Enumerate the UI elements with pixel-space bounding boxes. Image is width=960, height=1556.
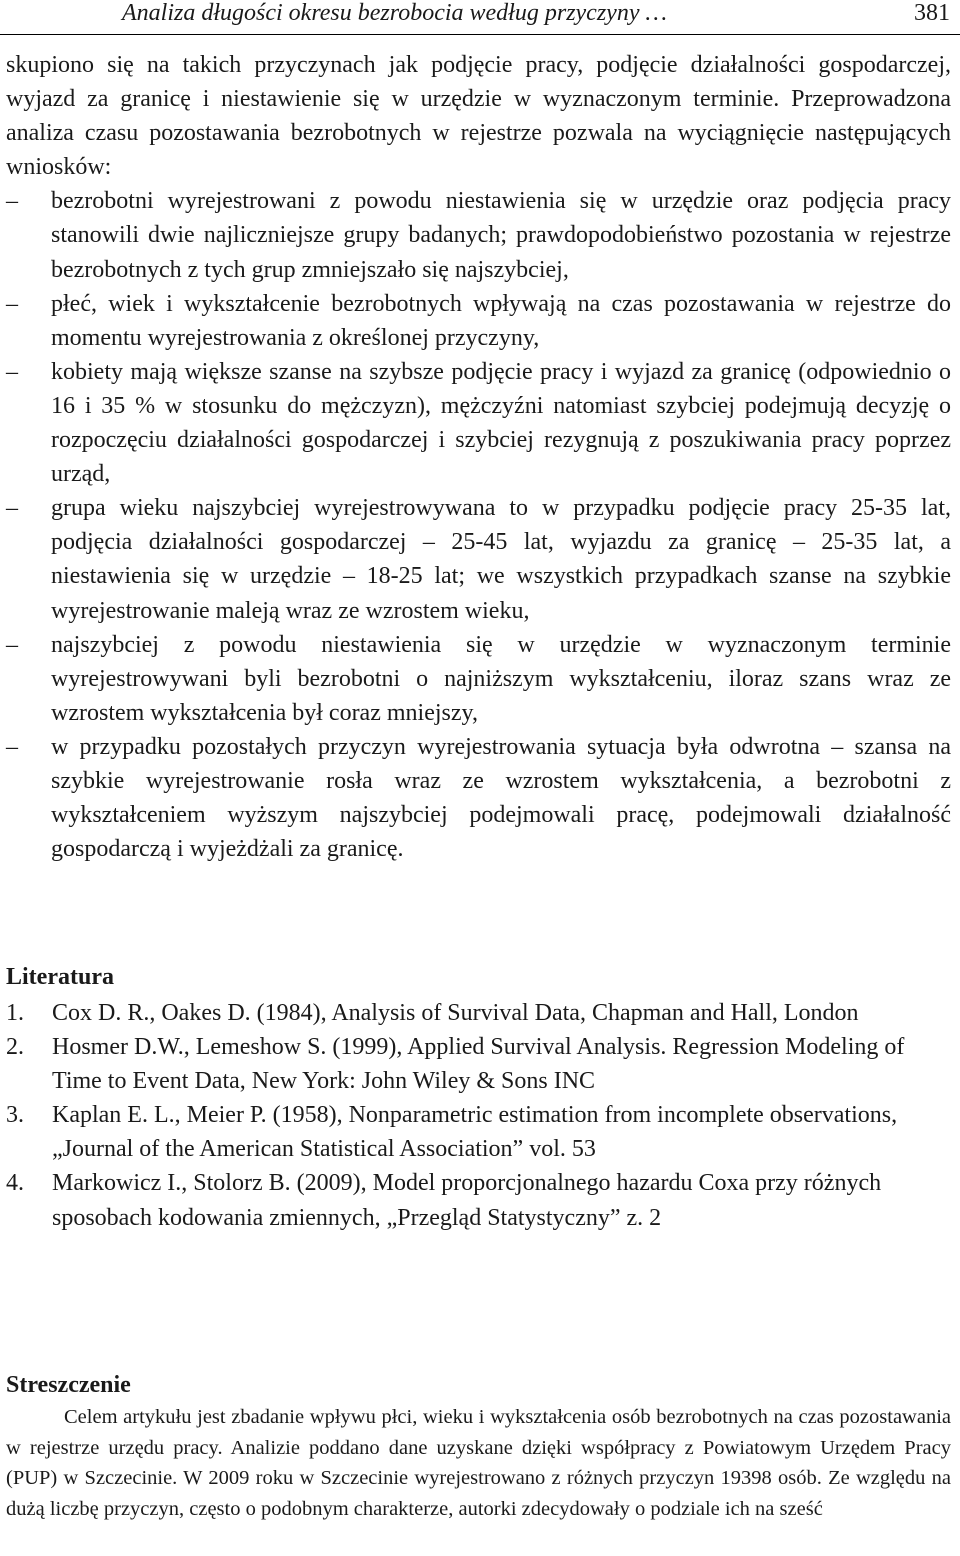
reference-text: Kaplan E. L., Meier P. (1958), Nonparametric estimation from incomplete observations, „Journal of the American Statistical Association” vol. 53 xyxy=(52,1102,898,1163)
conclusions-section xyxy=(6,48,951,866)
conclusion-text: bezrobotni wyrejestrowani z powodu niestawienia się w urzędzie oraz podjęcia pracy stanowili dwie najliczniejsze grupy badanych; prawdopodobieństwo pozostania w rejestrze bezrobotnych z tych grup zmniejszało się najszybciej, xyxy=(51,188,951,283)
conclusion-text: płeć, wiek i wykształcenie bezrobotnych wpływają na czas pozostawania w rejestrze do momentu wyrejestrowania z określonej przyczyny, xyxy=(51,290,951,351)
conclusion-text: grupa wieku najszybciej wyrejestrowywana to w przypadku podjęcie pracy 25-35 lat, podjęcia działalności gospodarczej – 25-45 lat, wyjazdu za granicę – 25-35 lat, a niestawienia się w urzędzie – 18-25 lat; we wszystkich przypadkach szanse na szybkie wyrejestrowanie maleją wraz ze wzrostem wieku, xyxy=(51,495,951,624)
conclusions-list xyxy=(6,184,951,866)
dash-marker: – xyxy=(6,631,18,658)
intro-paragraph: skupiono się na takich przyczynach jak podjęcie pracy, podjęcie działalności gospodarczej, wyjazd za granicę i niestawienie się w urzędzie w wyznaczonym terminie. Przeprowadzona analiza czasu pozostawania bezrobotnych w rejestrze pozwala na wyciągnięcie następujących wniosków: xyxy=(6,52,951,181)
literature-heading: Literatura xyxy=(6,964,114,990)
dash-marker: – xyxy=(6,358,18,385)
conclusion-item xyxy=(6,730,951,866)
conclusion-text: w przypadku pozostałych przyczyn wyrejestrowania sytuacja była odwrotna – szansa na szybkie wyrejestrowanie rosła wraz ze wzrostem wykształcenia, a bezrobotni z wykształceniem wyższym najszybciej podejmowali pracę, podejmowali działalność gospodarczą i wyjeżdżali za granicę. xyxy=(51,733,951,863)
reference-number: 2. xyxy=(6,1034,24,1061)
abstract-text: Celem artykułu jest zbadanie wpływu płci, wieku i wykształcenia osób bezrobotnych na czas pozostawania w rejestrze urzędu pracy. Analizie poddano dane uzyskane dzięki współpracy z Powiatowym Urzędem Pracy (PUP) w Szczecinie. W 2009 roku w Szczecinie wyrejestrowano z różnych przyczyn 19398 osób. Ze względu na dużą liczbę przyczyn, często o podobnym charakterze, autorki zdecydowały o podziale ich na sześć xyxy=(6,1406,951,1520)
conclusion-item xyxy=(6,355,951,491)
reference-item xyxy=(6,1030,951,1098)
dash-marker: – xyxy=(6,290,18,317)
reference-number: 4. xyxy=(6,1170,24,1197)
reference-item xyxy=(6,1098,951,1166)
dash-marker: – xyxy=(6,495,18,522)
conclusion-text: kobiety mają większe szanse na szybsze podjęcie pracy i wyjazd za granicę (odpowiednio o 16 i 35 % w stosunku do mężczyzn), mężczyźni natomiast szybciej podejmują decyzję o rozpoczęciu działalności gospodarczej i szybciej rezygnują z poszukiwania pracy poprzez urząd, xyxy=(51,358,951,488)
reference-text: Cox D. R., Oakes D. (1984), Analysis of Survival Data, Chapman and Hall, London xyxy=(52,1000,859,1026)
page-header xyxy=(0,0,960,35)
dash-marker: – xyxy=(6,733,18,760)
reference-item xyxy=(6,1166,951,1234)
reference-text: Hosmer D.W., Lemeshow S. (1999), Applied Survival Analysis. Regression Modeling of Time to Event Data, New York: John Wiley & Sons INC xyxy=(52,1034,905,1095)
conclusion-item xyxy=(6,628,951,730)
dash-marker: – xyxy=(6,188,18,215)
abstract-heading: Streszczenie xyxy=(6,1372,131,1398)
conclusion-item xyxy=(6,491,951,627)
conclusion-item xyxy=(6,287,951,355)
references-list xyxy=(6,996,951,1235)
reference-text: Markowicz I., Stolorz B. (2009), Model proporcjonalnego hazardu Coxa przy różnych sposobach kodowania zmiennych, „Przegląd Statystyczny” z. 2 xyxy=(52,1170,882,1231)
page-number: 381 xyxy=(914,0,950,26)
reference-number: 3. xyxy=(6,1102,24,1129)
conclusion-text: najszybciej z powodu niestawienia się w urzędzie w wyznaczonym terminie wyrejestrowywani byli bezrobotni o najniższym wykształceniu, iloraz szans wraz ze wzrostem wykształcenia był coraz mniejszy, xyxy=(51,631,951,726)
reference-number: 1. xyxy=(6,1000,24,1026)
running-title: Analiza długości okresu bezrobocia według przyczyny … xyxy=(122,0,667,26)
conclusion-item xyxy=(6,184,951,286)
reference-item xyxy=(6,996,951,1030)
